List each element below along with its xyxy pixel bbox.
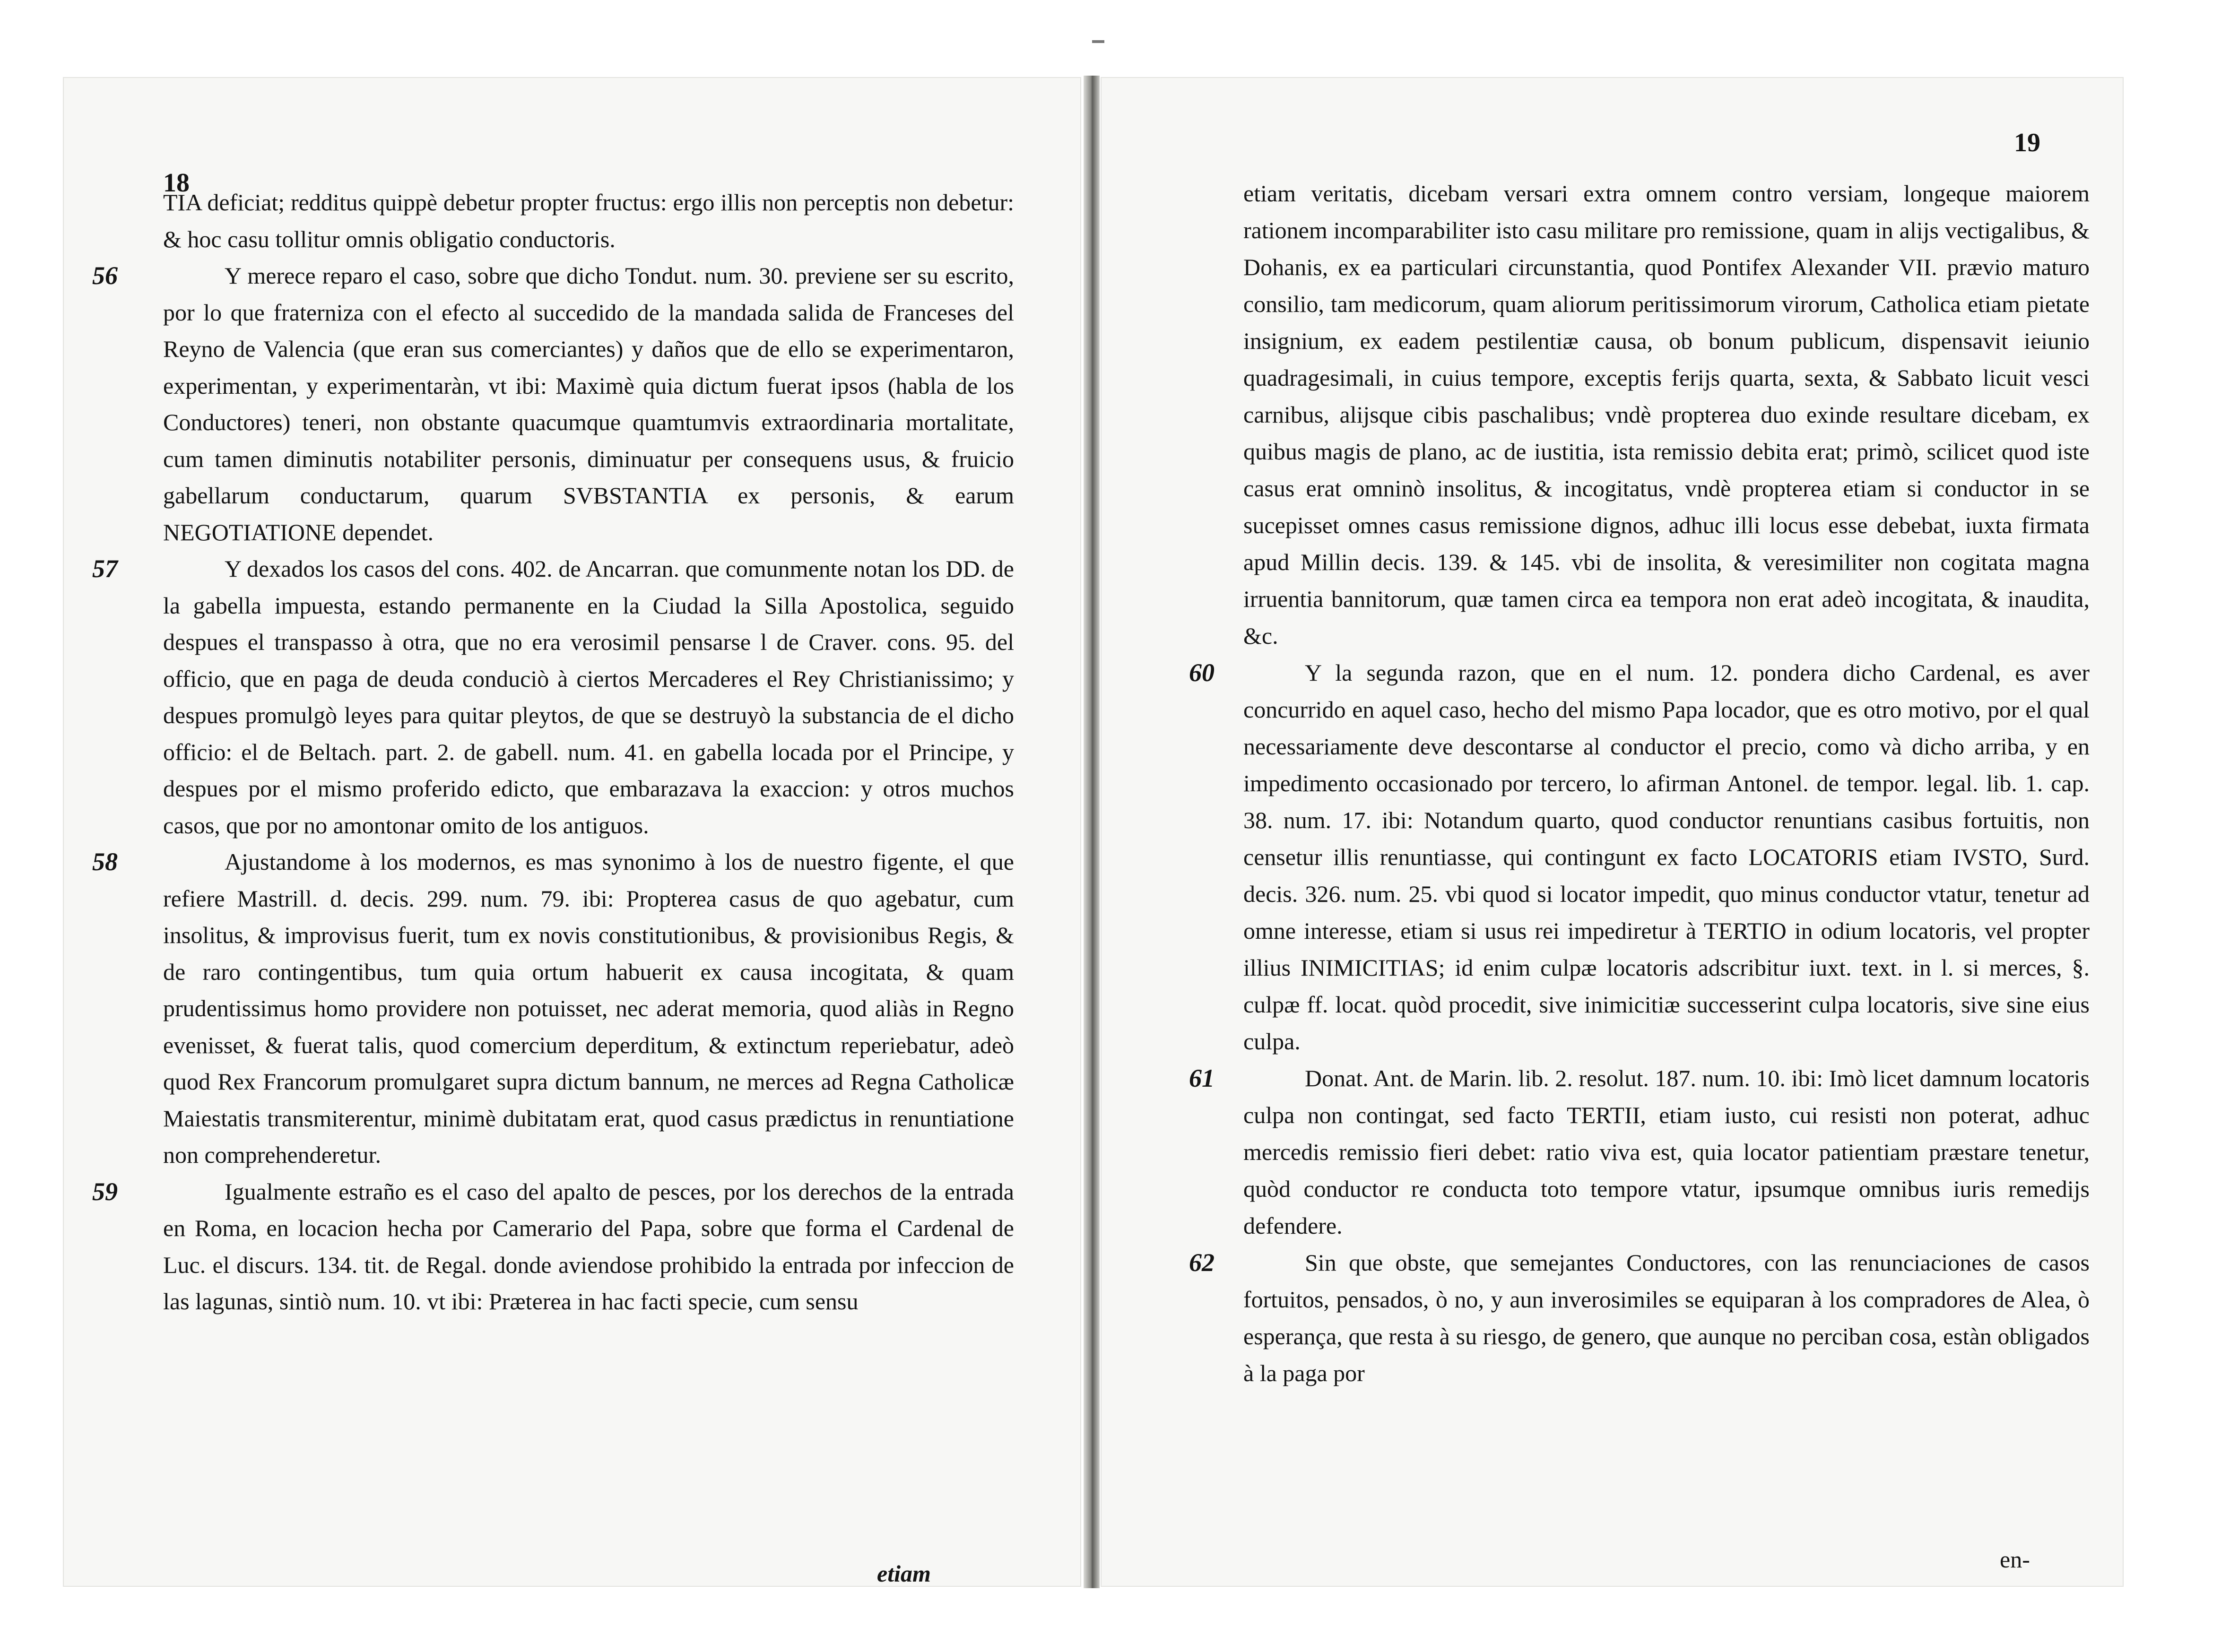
paragraph bbox=[1243, 175, 2090, 654]
catchword: en- bbox=[2000, 1546, 2030, 1573]
paragraph-text: Donat. Ant. de Marin. lib. 2. resolut. 187. num. 10. ibi: Imò licet damnum locatoris culpa non contingat, sed facto TERTII, etiam iusto, cui resisti non poterat, adhuc mercedis remissio fieri debet: ratio viva est, quia locator patientiam præstare tenetur, quòd conductor re conducta toto tempore vtatur, ipsumque omnibus iuris remedijs defendere. bbox=[1243, 1065, 2090, 1239]
paragraph bbox=[92, 1174, 1014, 1320]
page-body bbox=[1189, 175, 2090, 1392]
paragraph-text: Y merece reparo el caso, sobre que dicho Tondut. num. 30. previene ser su escrito, por lo que fraterniza con el efecto al succedido de la mandada salida de Franceses del Reyno de Valencia (que eran sus comerciantes) y daños que de ello se experimentaron, experimentan, y experimentaràn, vt ibi: Maximè quia dictum fuerat ipsos (habla de los Conductores) teneri, non obstante quacumque quamtumvis extraordinaria mortalitate, cum tamen diminutis notabiliter personis, diminuatur per consequens usus, & fruicio gabellarum conductarum, quarum SVBSTANTIA ex personis, & earum NEGOTIATIONE dependet. bbox=[163, 262, 1014, 545]
marginal-number: 59 bbox=[92, 1177, 118, 1206]
paragraph bbox=[163, 184, 1014, 258]
paragraph-text: Sin que obste, que semejantes Conductores, con las renunciaciones de casos fortuitos, pensados, ò no, y aun inverosimiles se equiparan à los compradores de Alea, ò esperança, que resta à su riesgo, de genero, que aunque no perciban cosa, estàn obligados à la paga por bbox=[1243, 1249, 2090, 1386]
marginal-number: 57 bbox=[92, 554, 118, 583]
page-number: 18 bbox=[163, 168, 190, 198]
paragraph-text: TIA deficiat; redditus quippè debetur propter fructus: ergo illis non perceptis non debetur: & hoc casu tollitur omnis obligatio conductoris. bbox=[163, 189, 1014, 252]
right-page bbox=[1102, 78, 2123, 1586]
book-gutter bbox=[1084, 76, 1100, 1588]
paragraph bbox=[92, 258, 1014, 551]
marginal-number: 60 bbox=[1189, 658, 1215, 687]
paragraph bbox=[1189, 1060, 2090, 1244]
paragraph bbox=[1189, 1244, 2090, 1392]
marginal-number: 58 bbox=[92, 848, 118, 876]
paragraph-text: Ajustandome à los modernos, es mas synonimo à los de nuestro figente, el que refiere Mastrill. d. decis. 299. num. 79. ibi: Propterea casus de quo agebatur, cum insolitus, & improvisus fuerit, tum ex novis constitutionibus, & provisionibus Regis, & de raro contingentibus, tum quia ortum habuerit ex causa incogitata, & quam prudentissimus homo providere non potuisset, nec aderat memoria, quod aliàs in Regno evenisset, & fuerat talis, quod comercium deperditum, & extinctum reperiebatur, adeò quod Rex Francorum promulgaret supra dictum bannum, ne merces ad Regna Catholicæ Maiestatis transmiterentur, minimè dubitatam erat, quod casus prædictus in renuntiatione non comprehenderetur. bbox=[163, 848, 1014, 1168]
catchword: etiam bbox=[877, 1560, 931, 1587]
marginal-number: 56 bbox=[92, 261, 118, 290]
paragraph bbox=[92, 844, 1014, 1174]
marginal-number: 62 bbox=[1189, 1248, 1215, 1277]
paragraph bbox=[1189, 654, 2090, 1060]
paragraph bbox=[92, 551, 1014, 844]
marginal-number: 61 bbox=[1189, 1064, 1215, 1092]
paragraph-text: etiam veritatis, dicebam versari extra omnem contro versiam, longeque maiorem rationem incomparabiliter isto casu militare pro remissione, quam in alijs vectigalibus, & Dohanis, ex ea particulari circunstantia, quod Pontifex Alexander VII. prævio maturo consilio, tam medicorum, quam aliorum peritissimorum virorum, Catholica etiam pietate insignium, ex eadem pestilentiæ causa, ob bonum publicum, dispensavit ieiunio quadragesimali, in cuius tempore, exceptis ferijs quarta, sexta, & Sabbato licuit vesci carnibus, alijsque cibis paschalibus; vndè propterea duo exinde resultare dicebam, ex quibus magis de plano, ac de iustitia, ista remissio debita erat; primò, scilicet quod iste casus erat omninò insolitus, & incogitatus, vndè propterea etiam si conductor in se sucepisset omnes casus remissione dignos, adhuc illi locus esse debebat, iuxta firmata apud Millin decis. 139. & 145. vbi de insolita, & veresimiliter non cogitata magna irruentia bannitorum, quæ tamen circa ea tempora non erat adeò incogitata, & inaudita, &c. bbox=[1243, 180, 2090, 649]
binding-mark bbox=[1092, 40, 1104, 43]
page-body bbox=[92, 184, 1014, 1320]
paragraph-text: Igualmente estraño es el caso del apalto de pesces, por los derechos de la entrada en Roma, en locacion hecha por Camerario del Papa, sobre que forma el Cardenal de Luc. el discurs. 134. tit. de Regal. donde aviendose prohibido la entrada por infeccion de las lagunas, sintiò num. 10. vt ibi: Præterea in hac facti specie, cum sensu bbox=[163, 1178, 1014, 1315]
page-number: 19 bbox=[2014, 128, 2040, 157]
paragraph-text: Y la segunda razon, que en el num. 12. pondera dicho Cardenal, es aver concurrido en aquel caso, hecho del mismo Papa locador, que es otro motivo, por el qual necessariamente deve descontarse al conductor el precio, como và dicho arriba, y en impedimento occasionado por tercero, lo afirman Antonel. de tempor. legal. lib. 1. cap. 38. num. 17. ibi: Notandum quarto, quod conductor renuntians casibus fortuitis, non censetur illis renuntiasse, qui contingunt ex facto LOCATORIS etiam IVSTO, Surd. decis. 326. num. 25. vbi quod si locator impedit, quo minus conductor vtatur, tenetur ad omne interesse, etiam si usus rei impediretur à TERTIO in odium locatoris, vel propter illius INIMICITIAS; id enim culpæ locatoris adscribitur iuxt. text. in l. si merces, §. culpæ ff. locat. quòd procedit, sive inimicitiæ successerint culpa locatoris, sive sine eius culpa. bbox=[1243, 659, 2090, 1055]
paragraph-text: Y dexados los casos del cons. 402. de Ancarran. que comunmente notan los DD. de la gabella impuesta, estando permanente en la Ciudad la Silla Apostolica, seguido despues el transpasso à otra, que no era verosimil pensarse l de Craver. cons. 95. del officio, que en paga de deuda conduciò à ciertos Mercaderes el Rey Christianissimo; y despues promulgò leyes para quitar pleytos, de que se destruyò la substancia de el dicho officio: el de Beltach. part. 2. de gabell. num. 41. en gabella locada por el Principe, y despues por el mismo proferido edicto, que embarazava la exaccion: y otros muchos casos, que por no amontonar omito de los antiguos. bbox=[163, 555, 1014, 839]
left-page bbox=[64, 78, 1080, 1586]
